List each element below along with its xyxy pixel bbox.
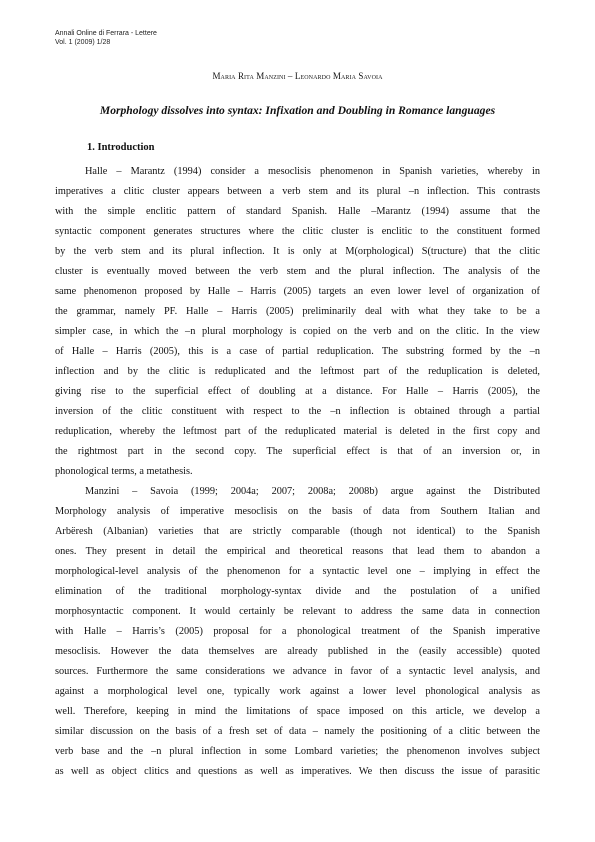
text-line: as well as object clitics and questions as well as imperatives. We then discuss the issue of parasitic xyxy=(55,766,540,777)
paragraph-1 xyxy=(55,162,540,482)
text-line: sources. Furthermore the same considerations we advance in favor of a syntactic level analysis, and xyxy=(55,666,540,677)
section-heading: 1. Introduction xyxy=(87,142,155,153)
text-line: inversion of the clitic constituent with respect to the –n inflection is obtained through a partial xyxy=(55,406,540,417)
text-line: the rightmost part in the second copy. The superficial effect is that of an inversion or, in xyxy=(55,446,540,457)
text-line: reduplication, whereby the leftmost part of the reduplicated material is deleted in the first copy and xyxy=(55,426,540,437)
text-line: morphological-level analysis of the phenomenon for a syntactic level one – implying in effect the xyxy=(55,566,540,577)
author-line: Maria Rita Manzini – Leonardo Maria Savoia xyxy=(212,71,383,81)
text-line: of Halle – Harris (2005), this is a case of partial reduplication. The substring formed by the –n xyxy=(55,346,540,357)
text-line: elimination of the traditional morphology-syntax divide and the postulation of a unified xyxy=(55,586,540,597)
running-header xyxy=(55,30,157,47)
body-text xyxy=(55,162,540,782)
text-line: Halle – Marantz (1994) consider a mesoclisis phenomenon in Spanish varieties, whereby in xyxy=(85,166,540,177)
text-line: similar discussion on the basis of a fresh set of data – namely the positioning of a clitic between the xyxy=(55,726,540,737)
text-line: phonological terms, a metathesis. xyxy=(55,466,193,477)
text-line: Manzini – Savoia (1999; 2004a; 2007; 2008a; 2008b) argue against the Distributed xyxy=(85,486,540,497)
text-line: verb base and the –n plural inflection in some Lombard varieties; the phenomenon involves subject xyxy=(55,746,540,757)
text-line: syntactic component generates structures where the clitic cluster is enclitic to the constituent formed xyxy=(55,226,540,237)
text-line: simpler case, in which the –n plural morphology is copied on the verb and on the clitic. In the view xyxy=(55,326,540,337)
paper-title: Morphology dissolves into syntax: Infixation and Doubling in Romance languages xyxy=(99,104,496,117)
text-line: Morphology analysis of imperative mesoclisis on the basis of data from Southern Italian and xyxy=(55,506,540,517)
text-line: Arbëresh (Albanian) varieties that are strictly comparable (though not identical) to the Spanish xyxy=(55,526,540,537)
text-line: with the simple enclitic pattern of standard Spanish. Halle –Marantz (1994) assume that the xyxy=(55,206,540,217)
text-line: well. Therefore, keeping in mind the limitations of space imposed on this article, we develop a xyxy=(55,706,540,717)
journal-name: Annali Online di Ferrara - Lettere xyxy=(55,30,157,37)
text-line: imperatives a clitic cluster appears between a verb stem and its plural –n inflection. This contrasts xyxy=(55,186,540,197)
text-line: same phenomenon proposed by Halle – Harris (2005) targets an even lower level of organization of xyxy=(55,286,540,297)
text-line: mesoclisis. However the data themselves are already published in the (easily accessible) quoted xyxy=(55,646,540,657)
volume-info: Vol. 1 (2009) 1/28 xyxy=(55,38,111,46)
paragraph-2 xyxy=(55,482,540,782)
text-line: with Halle – Harris’s (2005) proposal for a phonological treatment of the Spanish imperative xyxy=(55,626,540,637)
text-line: against a morphological level one, typically work against a lower level phonological analysis as xyxy=(55,686,540,697)
text-line: ones. They present in detail the empirical and theoretical reasons that lead them to abandon a xyxy=(55,546,540,557)
text-line: giving rise to the superficial effect of doubling at a distance. For Halle – Harris (2005), the xyxy=(55,386,540,397)
text-line: the grammar, namely PF. Halle – Harris (2005) preliminarily deal with what they take to be a xyxy=(55,306,540,317)
text-line: cluster is eventually moved between the verb stem and the plural inflection. The analysis of the xyxy=(55,266,540,277)
text-line: morphosyntactic component. It would certainly be relevant to address the same data in connection xyxy=(55,606,540,617)
text-line: inflection and by the clitic is reduplicated and the leftmost part of the reduplication is deleted, xyxy=(55,366,540,377)
text-line: by the verb stem and its plural inflection. It is only at M(orphological) S(tructure) that the clitic xyxy=(55,246,540,257)
